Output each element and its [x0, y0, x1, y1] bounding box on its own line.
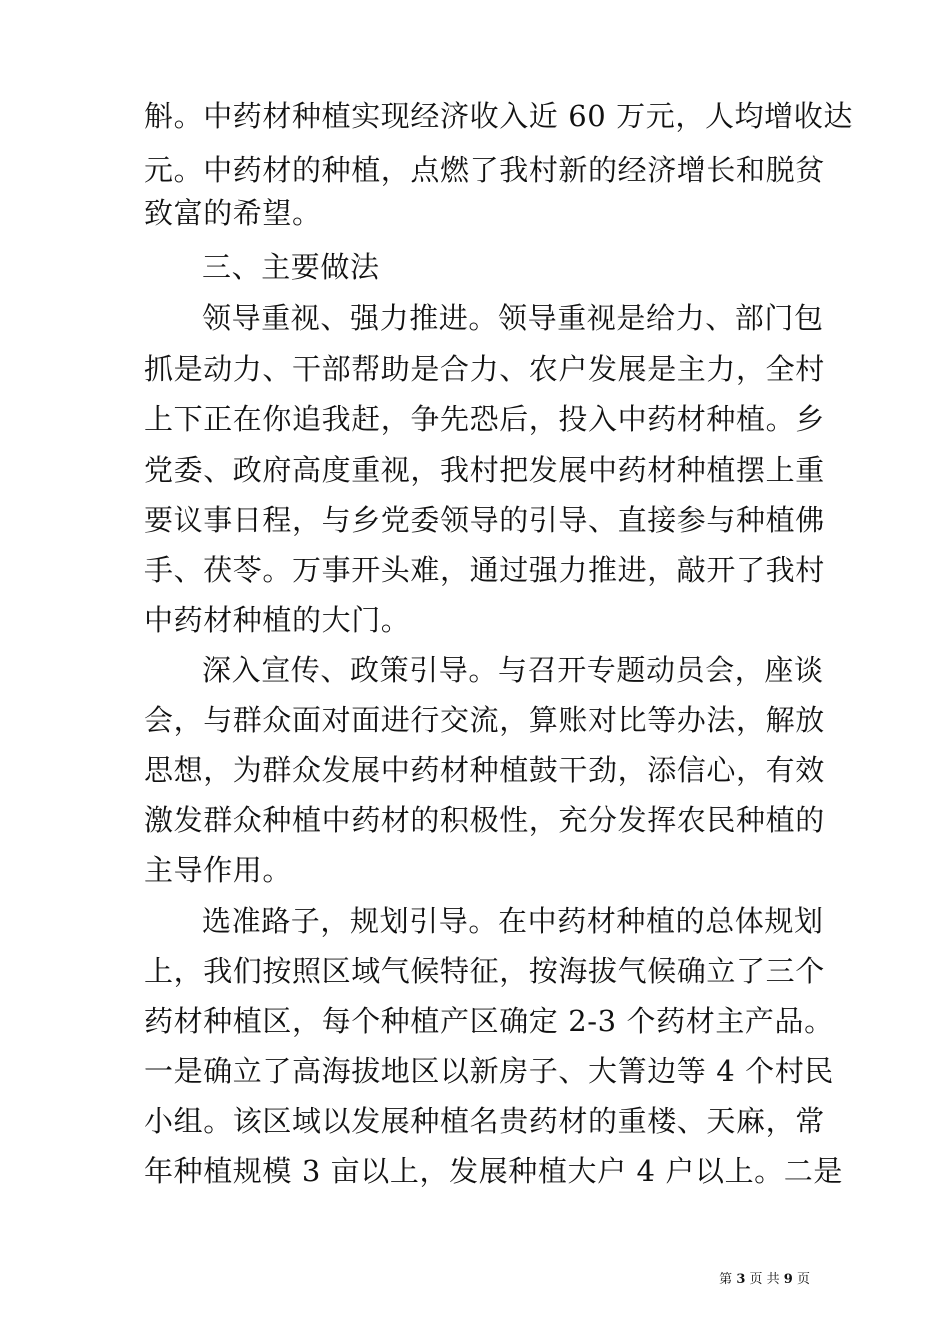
text-line: 主导作用。	[144, 853, 293, 887]
text-line: 药材种植区，每个种植产区确定 2-3 个药材主产品。	[144, 1004, 834, 1038]
text-line: 抓是动力、干部帮助是合力、农户发展是主力，全村	[144, 352, 825, 386]
text-line: 致富的希望。	[144, 196, 322, 230]
text-line: 要议事日程，与乡党委领导的引导、直接参与种植佛	[144, 503, 825, 537]
text-line: 选准路子，规划引导。在中药材种植的总体规划	[202, 904, 824, 938]
page-footer	[0, 1268, 810, 1287]
text-line: 领导重视、强力推进。领导重视是给力、部门包	[202, 301, 824, 335]
text-line: 小组。该区域以发展种植名贵药材的重楼、天麻，常	[144, 1104, 825, 1138]
footer-middle: 页 共	[749, 1272, 780, 1287]
text-line: 元。中药材的种植，点燃了我村新的经济增长和脱贫	[144, 153, 825, 187]
total-pages: 9	[783, 1272, 793, 1287]
text-line: 上下正在你追我赶，争先恐后，投入中药材种植。乡	[144, 402, 825, 436]
text-line: 年种植规模 3 亩以上，发展种植大户 4 户以上。二是	[144, 1154, 843, 1188]
text-line: 深入宣传、政策引导。与召开专题动员会，座谈	[202, 653, 824, 687]
text-line: 斛。中药材种植实现经济收入近 60 万元，人均增收达	[144, 99, 853, 133]
text-line: 会，与群众面对面进行交流，算账对比等办法，解放	[144, 703, 825, 737]
page-number: 3	[736, 1272, 746, 1287]
section-heading: 三、主要做法	[202, 250, 380, 284]
text-line: 上，我们按照区域气候特征，按海拔气候确立了三个	[144, 954, 825, 988]
footer-prefix: 第	[719, 1272, 733, 1287]
text-line: 中药材种植的大门。	[144, 603, 411, 637]
footer-suffix: 页	[796, 1272, 810, 1287]
text-line: 思想，为群众发展中药材种植鼓干劲，添信心，有效	[144, 753, 825, 787]
text-line: 手、茯苓。万事开头难，通过强力推进，敲开了我村	[144, 553, 825, 587]
text-line: 一是确立了高海拔地区以新房子、大箐边等 4 个村民	[144, 1054, 834, 1088]
text-line: 激发群众种植中药材的积极性，充分发挥农民种植的	[144, 803, 825, 837]
text-line: 党委、政府高度重视，我村把发展中药材种植摆上重	[144, 453, 825, 487]
